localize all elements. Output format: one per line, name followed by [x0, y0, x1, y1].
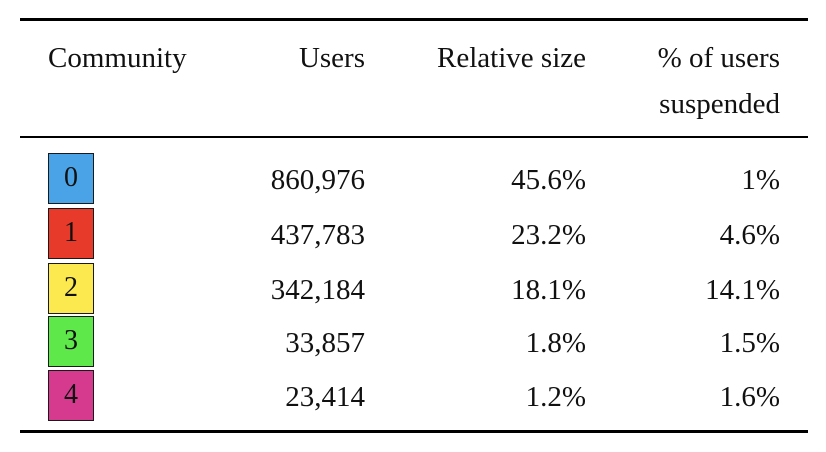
users-cell: 23,414	[285, 381, 365, 413]
community-badge: 0	[48, 153, 94, 204]
top-rule	[20, 18, 808, 21]
community-badge: 4	[48, 370, 94, 421]
relative-size-cell: 1.8%	[525, 327, 586, 359]
header-relative-size: Relative size	[437, 42, 586, 74]
relative-size-cell: 23.2%	[511, 219, 586, 251]
bottom-rule	[20, 430, 808, 433]
users-cell: 437,783	[270, 219, 365, 251]
relative-size-cell: 45.6%	[511, 164, 586, 196]
users-cell: 342,184	[270, 274, 365, 306]
pct-suspended-cell: 1%	[741, 164, 780, 196]
community-badge: 3	[48, 316, 94, 367]
header-pct-suspended-line1: % of users	[657, 42, 780, 74]
community-badge: 2	[48, 263, 94, 314]
relative-size-cell: 1.2%	[525, 381, 586, 413]
users-cell: 33,857	[285, 327, 365, 359]
community-badge: 1	[48, 208, 94, 259]
pct-suspended-cell: 1.5%	[719, 327, 780, 359]
users-cell: 860,976	[270, 164, 365, 196]
pct-suspended-cell: 14.1%	[705, 274, 780, 306]
pct-suspended-cell: 4.6%	[719, 219, 780, 251]
header-users: Users	[298, 42, 365, 74]
header-community: Community	[48, 42, 187, 74]
relative-size-cell: 18.1%	[511, 274, 586, 306]
header-pct-suspended-line2: suspended	[659, 88, 780, 120]
pct-suspended-cell: 1.6%	[719, 381, 780, 413]
header-rule	[20, 136, 808, 138]
